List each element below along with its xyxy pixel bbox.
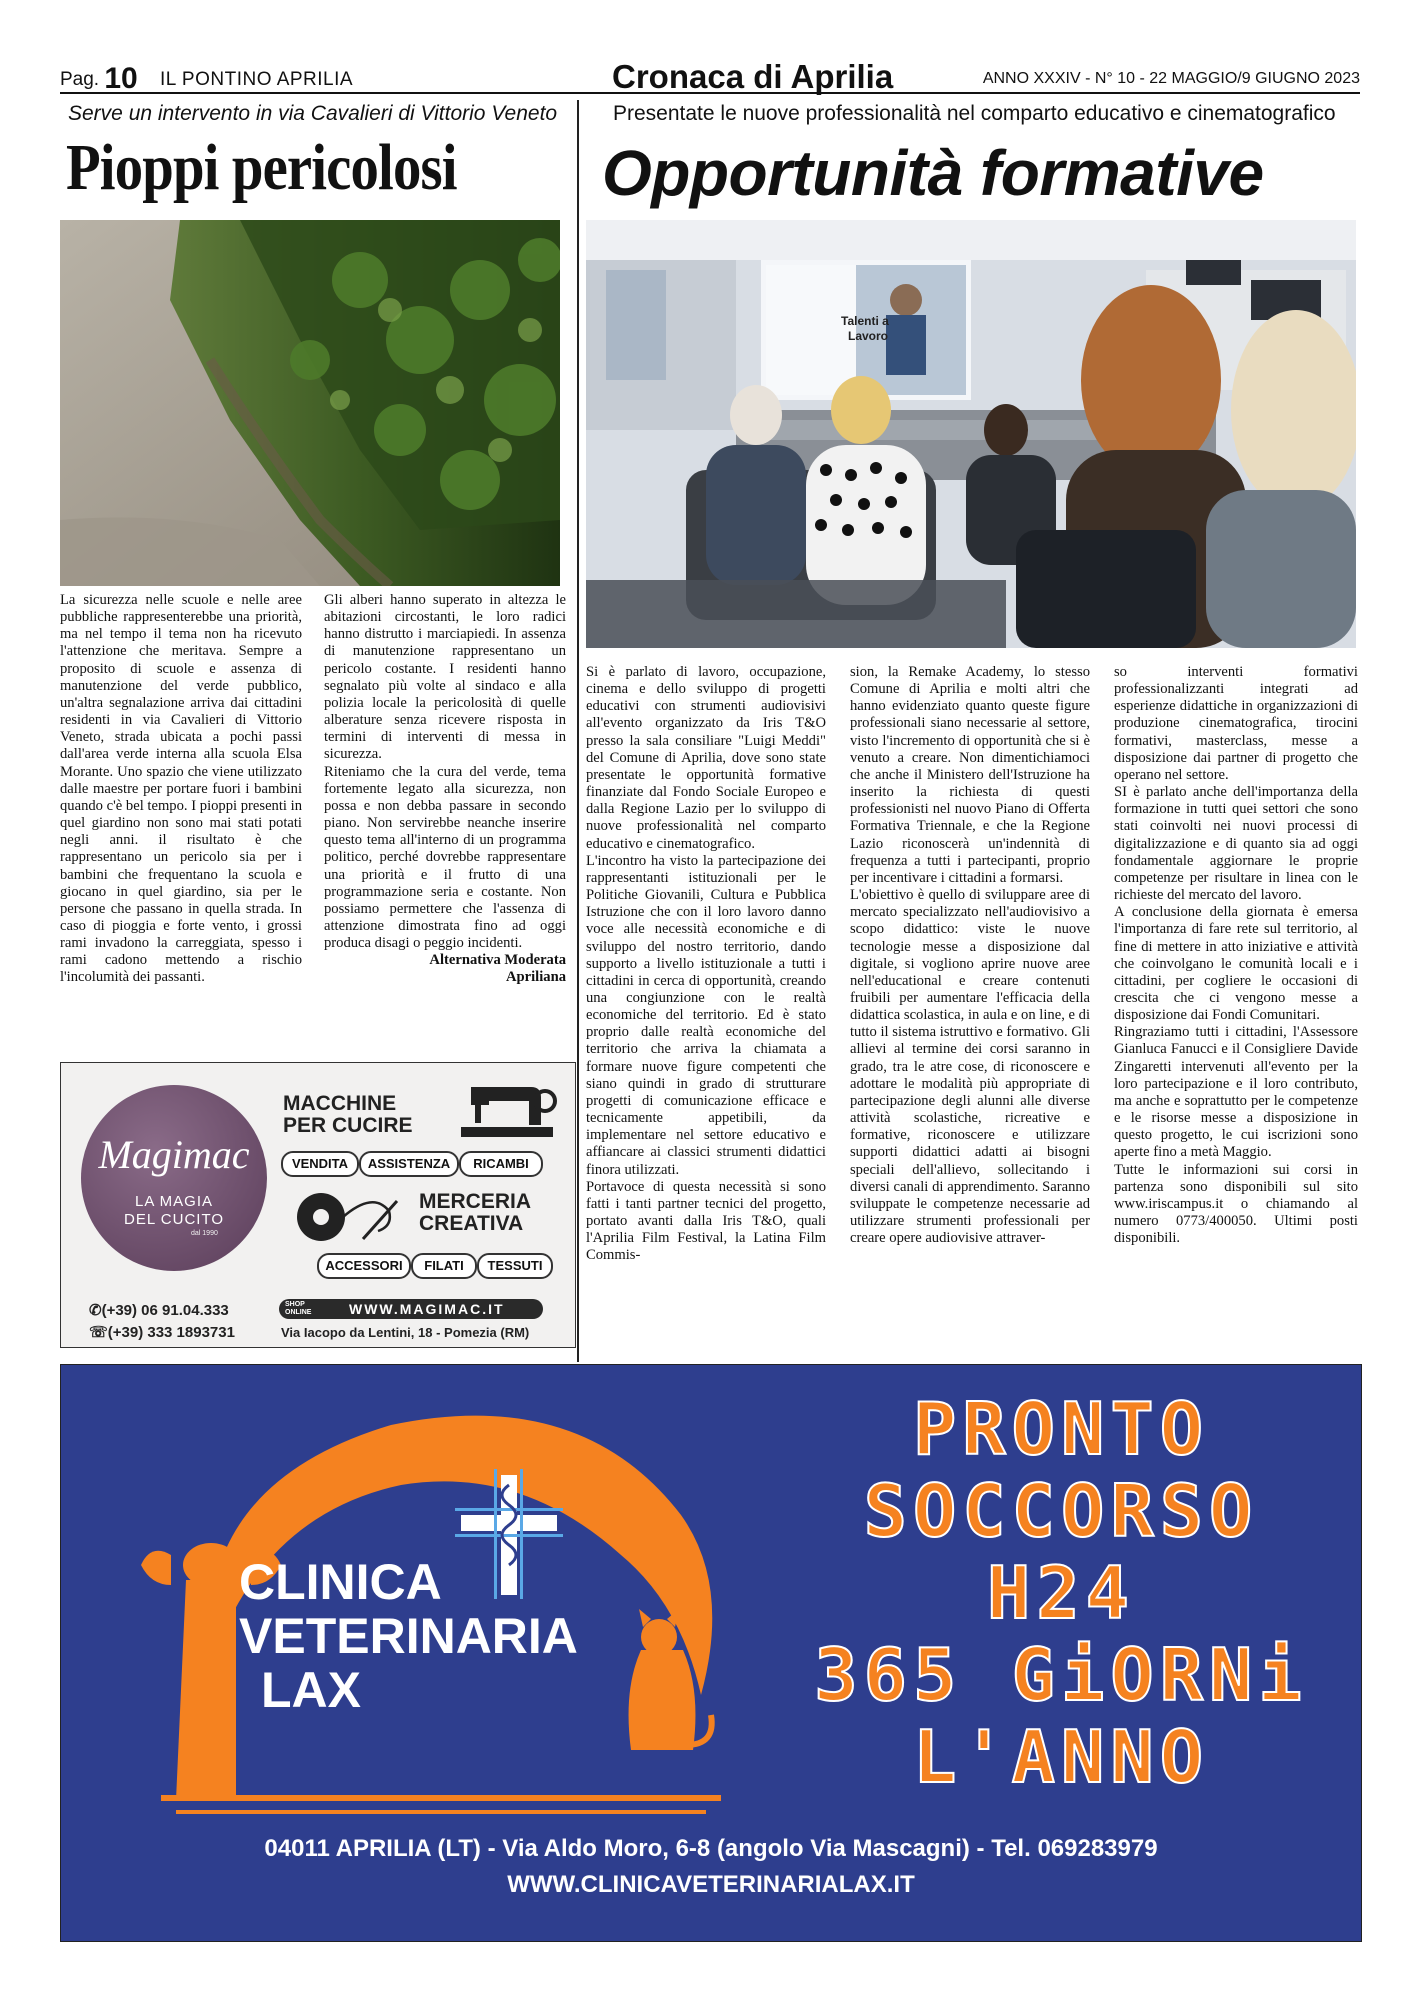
thread-spool-icon [293,1181,403,1251]
left-kicker: Serve un intervento in via Cavalieri di Vittorio Veneto [68,102,558,125]
phone-line-2: ☏(+39) 333 1893731 [89,1324,235,1341]
poplar-photo [60,220,560,586]
right-title: Opportunità formative [602,137,1264,209]
magimac-since: dal 1990 [191,1230,218,1237]
magimac-address: Via Iacopo da Lentini, 18 - Pomezia (RM) [281,1325,530,1340]
right-article-column-1 [586,664,826,1264]
whatsapp-icon: ☏ [89,1324,108,1341]
anno-text: L'ANNO [912,1715,1210,1799]
pill-tessuti: TESSUTI [477,1253,553,1279]
right-article-column-2 [850,664,1090,1247]
pill-filati: FILATI [411,1253,477,1279]
page-number: Pag. 10 [60,62,138,95]
screen-text-1: Talenti a [841,314,889,328]
section-title: Cronaca di Aprilia [612,58,894,95]
clinica-veterinaria-ad [60,1364,1362,1942]
shop-online-label: SHOP ONLINE [285,1301,312,1316]
phone-icon: ✆ [89,1302,102,1319]
left-article-column-2 [324,592,566,987]
paragraph: so interventi formativi professionalizzanti integrati ad esperienze didattiche in organizzazioni di produzione cinematografica, tirocini formativi, masterclass, messe a disposizione dai partner di progetto che operano nel settore. [1114,664,1358,783]
paragraph: Tutte le informazioni sui corsi in partenza sono disponibili sul sito www.iriscampus.it o chiamando al numero 0773/400050. Ultimi posti disponibili. [1114,1161,1358,1247]
phone-line-1: ✆(+39) 06 91.04.333 [89,1302,229,1319]
issue-info: ANNO XXXIV - N° 10 - 22 MAGGIO/9 GIUGNO 2023 [982,70,1360,87]
pill-ricambi: RICAMBI [459,1151,543,1177]
paragraph: sion, la Remake Academy, lo stesso Comune di Aprilia e molti altri che hanno evidenziato quanto queste figure professionali siano necessarie al settore, visto l'incremento di opportunità che si è venuto a creare. Non dimentichiamoci che anche il Ministero dell'Istruzione ha inserito la richiesta di questi professionisti nel nuovo Piano di Offerta Formativa Triennale, e che la Regione Lazio riconoscerà un'indennità di frequenza a tutti i partecipanti, proprio per incentivare i cittadini a formarsi. [850,664,1090,886]
screen-text-2: Lavoro [848,329,889,343]
clinic-name: CLINICA VETERINARIA LAX [239,1554,578,1718]
paragraph: L'obiettivo è quello di sviluppare aree di mercato specializzato nell'audiovisivo a scopo didattico: viste le nuove tecnologie messe a disposizione dal digitale, si vogliono aprire nuove aree nell'educational e creare contenuti fruibili per aumentare l'efficacia della didattica scolastica, in aula e on line, e di tutto il sistema istruttivo e formativo. Gli allievi al termine dei corsi saranno in grado, tra le atre cose, di riconoscere e adottare le modalità più appropriate di partecipazione degli alunni alle diverse attività scolastiche, ricreative e formative, riconoscere e utilizzare supporti didattici adatti ai bisogni speciali dell'allievo, sollecitando i diversi canali di apprendimento. Saranno sviluppate le competenze necessarie ad utilizzare strumenti professionali per creare opere audiovisive attraver- [850,887,1090,1247]
paragraph: A conclusione della giornata è emersa l'importanza di fare rete sul territorio, al fine di mettere in atto iniziative e attività che coinvolgano le comunità locali e i cittadini, per cogliere le occasioni di crescita che ci vengono messe a disposizione dai Fondi Comunitari. [1114,904,1358,1024]
page-header [60,58,1360,94]
column-divider [577,100,579,1362]
paragraph: L'incontro ha visto la partecipazione dei rappresentanti istituzionali per le Politiche Giovanili, Cultura e Pubblica Istruzione che con il loro lavoro danno voce alle necessità economiche e di sviluppo del nostro territorio, dando supporto a livello istituzionale a tutti i cittadini in cerca di opportunità, creando una congiunzione con le realtà economiche del territorio. Ed è stato proprio dalle realtà economiche del territorio che arriva la chiamata a formare nuove figure competenti che siano quindi in grado di strutturare progetti di comunicazione efficace e tecnicamente appetibili, da implementare nel settore educativo e affiancare ai classici strumenti didattici finora utilizzati. [586,852,826,1178]
clinic-website[interactable]: WWW.CLINICAVETERINARIALAX.IT [507,1871,915,1898]
paragraph: Si è parlato di lavoro, occupazione, cinema e dello sviluppo di progetti educativi con strumenti audiovisivi all'evento organizzato da Iris T&O presso la sala consiliare "Luigi Meddi" del Comune di Aprilia, dove sono state presentate le opportunità formative finanziate dal Fondo Sociale Europeo e dalla Regione Lazio per lo sviluppo di nuove professionalità nel comparto educativo e cinematografico. [586,664,826,852]
clinic-address: 04011 APRILIA (LT) - Via Aldo Moro, 6-8 (angolo Via Mascagni) - Tel. 069283979 [264,1835,1158,1862]
paragraph: Gli alberi hanno superato in altezza le abitazioni circostanti, le loro radici hanno distrutto i marciapiedi. In assenza di manutenzione rappresentano un pericolo costante. I residenti hanno segnalato più volte al sindaco e alla polizia locale la pericolosità di quelle alberature senza ricevere risposta in termini di interventi di messa in sicurezza. [324,592,566,763]
giorni-text: 365 GiORNi [814,1633,1308,1717]
magimac-website: WWW.MAGIMAC.IT [349,1301,505,1317]
soccorso-text: SOCCORSO [863,1469,1259,1553]
signature: Apriliana [505,969,566,986]
pill-accessori: ACCESSORI [317,1253,411,1279]
merceria-heading: MERCERIA CREATIVA [419,1190,532,1235]
paragraph: SI è parlato anche dell'importanza della formazione in tutti quei settori che sono stati coinvolti nei nuovi processi di digitalizzazione e di quanto sia ad oggi fondamentale aggiornare le proprie competenze per risultare in linea con le richieste del mercato del lavoro. [1114,784,1358,904]
magimac-brand: Magimac [98,1132,250,1177]
magimac-tagline-1: LA MAGIA [134,1193,214,1210]
right-article-column-3 [1114,664,1358,1247]
magimac-tagline-2: DEL CUCITO [123,1211,224,1228]
machines-heading: MACCHINE PER CUCIRE [283,1092,413,1137]
magimac-ad [60,1062,576,1348]
left-title: Pioppi pericolosi [66,131,457,204]
publication-name: IL PONTINO APRILIA [160,69,354,90]
paragraph: Riteniamo che la cura del verde, tema fortemente legato alla sicurezza, non possa e non debba passare in secondo piano. Non servirebbe neanche inserire questo tema all'interno di un programma politico, perché dovrebbe rappresentare una priorità e il frutto di una programmazione seria e costante. Non possiamo permettere che l'assenza di attenzione dimostrata fino ad oggi produca disagi o peggio incidenti. [324,763,566,952]
paragraph: La sicurezza nelle scuole e nelle aree pubbliche rappresenterebbe una priorità, ma nel tempo il tema non ha ricevuto l'attenzione che meritava. Sempre a proposito di scuole e assenza di manutenzione del verde pubblico, un'altra segnalazione arriva dai cittadini residenti in via Cavalieri di Vittorio Veneto, strada ubicata a pochi passi dall'area verde interna alla scuola Elsa Morante. Uno spazio che viene utilizzato dalle maestre per portare fuori i bambini quando c'è bel tempo. I pioppi presenti in quel giardino non sono mai stati potati negli anni. il risultato è che rappresentano un pericolo sia per i bambini che frequentano la scuola e giocano in quel giardino, sia per le persone che passano in quella strada. In caso di pioggia e forte vento, i grossi rami invadono la carreggiata, spesso i rami cadono mettendo a rischio l'incolumità dei passanti. [60,592,302,986]
h24-text: H24 [986,1551,1136,1635]
conference-photo [586,220,1356,648]
right-kicker: Presentate le nuove professionalità nel comparto educativo e cinematografico [613,102,1336,125]
sewing-machine-icon [451,1077,561,1147]
paragraph: Portavoce di questa necessità si sono fatti i tanti partner tecnici del progetto, portato avanti dalla Iris T&O, quali l'Aprilia Film Festival, la Latina Film Commis- [586,1178,826,1264]
pronto-text: PRONTO [912,1387,1210,1471]
paragraph: Ringraziamo tutti i cittadini, l'Assessore Gianluca Fanucci e il Consigliere Davide Zingaretti intervenuti all'evento per la loro partecipazione e il loro contributo, ma anche e soprattutto per le competenze e le risorse messe a disposizione in questo progetto, le cui iscrizioni sono aperte fino a metà Maggio. [1114,1024,1358,1161]
pill-assistenza: ASSISTENZA [359,1151,459,1177]
pill-vendita: VENDITA [281,1151,359,1177]
website-bar[interactable] [279,1299,543,1319]
signature: Alternativa Moderata [429,952,566,969]
left-article-column-1 [60,592,302,987]
magimac-logo [81,1085,267,1271]
